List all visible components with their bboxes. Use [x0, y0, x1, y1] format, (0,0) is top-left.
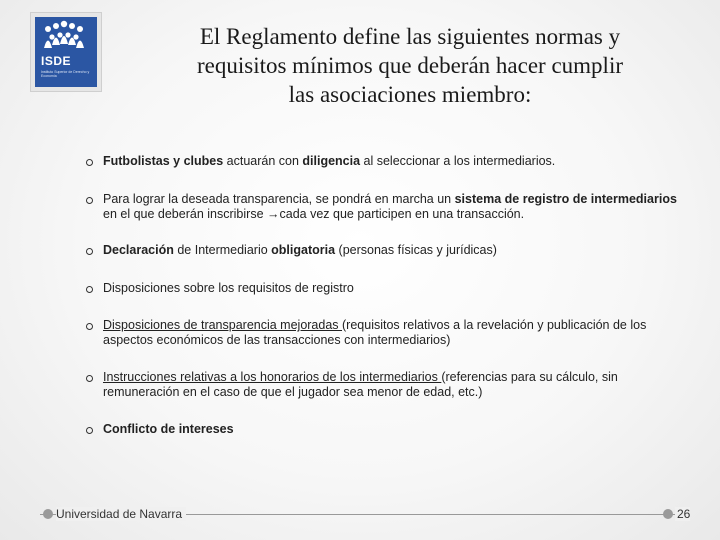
bold-text: sistema de registro de intermediarios — [454, 192, 677, 206]
underlined-text: Instrucciones relativas a los honorarios de los intermediarios — [103, 370, 442, 384]
bullet-icon — [86, 248, 93, 255]
bullet-icon — [86, 286, 93, 293]
logo-brand-text: ISDE — [41, 54, 72, 68]
text-span: Disposiciones sobre los requisitos de registro — [103, 281, 354, 295]
footer-institution: Universidad de Navarra — [56, 507, 186, 521]
title-line-2: requisitos mínimos que deberán hacer cumplir — [196, 53, 624, 78]
bold-text: Conflicto de intereses — [103, 422, 234, 436]
text-span: actuarán con — [223, 154, 303, 168]
arrow-right-icon: → — [267, 207, 280, 221]
logo-tagline: Instituto Superior de Derecho y Economía — [41, 70, 90, 78]
list-item-text — [103, 318, 683, 348]
text-span: (requisitos relativos a la revelación y publicación de los aspectos económicos de las transacciones con intermediarios) — [103, 318, 647, 347]
text-span: en el que deberán inscribirse — [103, 207, 267, 221]
bullet-icon — [86, 427, 93, 434]
bold-text: obligatoria — [271, 243, 336, 257]
list-item-text — [103, 192, 683, 222]
text-span: cada vez que participen en una transacción. — [279, 207, 525, 221]
text-span: (personas físicas y jurídicas) — [335, 243, 497, 257]
footer-right-dot-icon — [663, 509, 673, 519]
list-item-text — [103, 281, 683, 296]
title-line-3: las asociaciones miembro: — [288, 82, 532, 107]
footer-left-dot-icon — [43, 509, 53, 519]
bullet-icon — [86, 197, 93, 204]
text-span: al seleccionar a los intermediarios. — [360, 154, 556, 168]
list-item-text — [103, 243, 683, 258]
list-item-text — [103, 370, 683, 400]
text-span: (referencias para su cálculo, sin remuneración en el caso de que el jugador sea menor de edad, etc.) — [103, 370, 618, 399]
slide-number: 26 — [677, 507, 691, 521]
bullet-icon — [86, 375, 93, 382]
list-item-text — [103, 422, 683, 437]
bullet-icon — [86, 159, 93, 166]
text-span: de Intermediario — [173, 243, 272, 257]
bullet-icon — [86, 323, 93, 330]
bold-text: Declaración — [103, 243, 174, 257]
bold-text: diligencia — [302, 154, 361, 168]
title-line-1: El Reglamento define las siguientes normas y — [199, 24, 621, 49]
text-span: Para lograr la deseada transparencia, se pondrá en marcha un — [103, 192, 455, 206]
list-item-text — [103, 154, 683, 169]
bold-text: Futbolistas y clubes — [103, 154, 224, 168]
underlined-text: Disposiciones de transparencia mejoradas — [103, 318, 343, 332]
